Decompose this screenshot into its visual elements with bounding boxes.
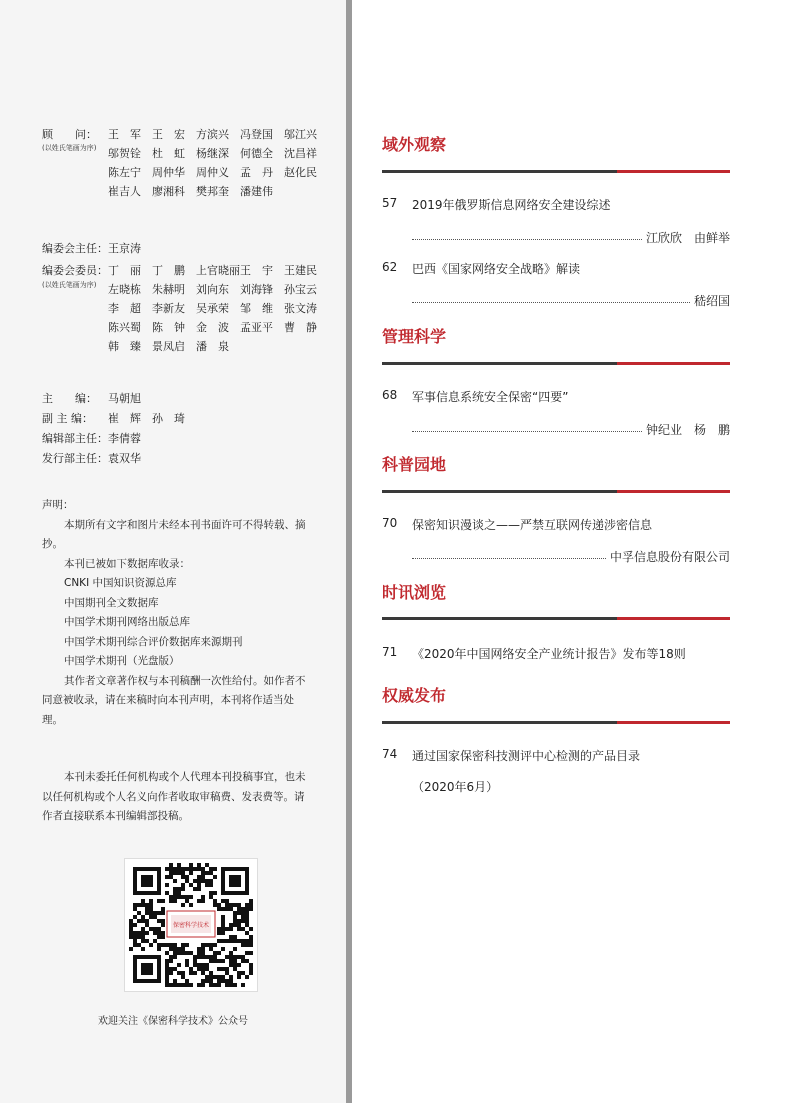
qr-code [124,858,258,992]
statement-heading: 声明： [42,499,74,511]
toc-section-title: 域外观察 [382,135,447,154]
toc-section-title: 管理科学 [382,327,447,346]
distribution-director-label: 发行部主任： [42,452,108,465]
toc-author-line [412,421,730,437]
advisor-name: 王 宏 [152,128,185,141]
copyright-statement [42,496,312,730]
section-rule [382,490,730,493]
board-member-name: 朱赫明 [152,283,185,296]
board-member-name: 陈兴蜀 [108,321,141,334]
database-item: 中国学术期刊综合评价数据库来源期刊 [64,635,243,648]
board-member-name: 王 宇 [240,264,273,277]
advisor-name: 沈昌祥 [284,147,317,160]
advisors-order-note: (以姓氏笔画为序) [42,144,97,152]
qr-center-logo: 保密科学技术 [172,922,210,929]
toc-article-title[interactable]: 巴西《国家网络安全战略》解读 [412,262,581,276]
distribution-director-name: 袁双华 [108,452,141,465]
advisor-name: 冯登国 [240,128,273,141]
section-rule [382,721,730,724]
toc-article-title[interactable]: 军事信息系统安全保密“四要” [412,390,569,404]
toc-section-title: 时讯浏览 [382,583,447,602]
board-member-name: 景凤启 [152,340,185,353]
advisor-name: 樊邦奎 [196,185,229,198]
toc-page-number: 62 [382,260,398,274]
toc-article-title[interactable]: 通过国家保密科技测评中心检测的产品目录 [412,749,641,763]
toc-author-line [412,292,730,308]
board-member-name: 韩 臻 [108,340,141,353]
toc-article-title[interactable]: 《2020年中国网络安全产业统计报告》发布等18则 [412,647,686,661]
toc-page-number: 57 [382,196,398,210]
deputy-editor-names: 崔 辉 孙 琦 [108,412,185,425]
board-members-order-note: (以姓氏笔画为序) [42,281,97,289]
database-item: 中国学术期刊网络出版总库 [64,616,190,628]
advisors-label: 顾 问： [42,128,97,141]
editorial-director-name: 李倩蓉 [108,432,141,445]
board-member-name: 陈 钟 [152,321,185,334]
toc-page-number: 70 [382,516,398,530]
board-member-name: 吴承荣 [196,302,229,315]
board-member-name: 李 超 [108,302,141,315]
toc-page-number: 68 [382,388,398,402]
advisor-name: 潘建伟 [240,185,273,198]
advisor-name: 杜 虹 [152,147,185,160]
board-member-name: 丁 丽 [108,264,141,277]
advisor-name: 陈左宁 [108,166,141,179]
toc-article-subtitle: （2020年6月） [412,780,499,794]
editor-in-chief-label: 主 编： [42,392,97,405]
toc-authors: 江欣欣 由鲜举 [643,229,730,246]
advisor-name: 方滨兴 [196,128,229,141]
board-member-name: 孙宝云 [284,283,317,296]
database-item: CNKI 中国知识资源总库 [64,577,177,589]
statement-paragraph: 本刊已被如下数据库收录： [64,557,190,570]
statement-paragraph: 本期所有文字和图片未经本刊书面许可不得转载、摘抄。 [42,518,306,550]
toc-authors: 嵇绍国 [691,292,730,309]
board-member-name: 曹 静 [284,321,317,334]
submission-notice [42,768,312,827]
board-member-name: 金 波 [196,321,229,334]
board-member-name: 李新友 [152,302,185,315]
advisor-name: 何德全 [240,147,273,160]
advisor-name: 廖湘科 [152,185,185,198]
advisor-name: 崔吉人 [108,185,141,198]
section-rule [382,170,730,173]
section-rule [382,362,730,365]
board-member-name: 孟亚平 [240,321,273,334]
board-member-name: 王建民 [284,264,317,277]
statement-paragraph: 其作者文章著作权与本刊稿酬一次性给付。如作者不同意被收录，请在来稿时向本刊声明，本刊将作适当处理。 [42,674,306,726]
toc-author-line [412,548,730,564]
advisor-name: 杨继深 [196,147,229,160]
board-members-label: 编委会委员： [42,264,108,277]
board-director-label: 编委会主任： [42,242,108,255]
table-of-contents [352,0,808,1103]
board-member-name: 左晓栋 [108,283,141,296]
board-member-name: 刘向东 [196,283,229,296]
board-member-name: 潘 泉 [196,340,229,353]
qr-caption: 欢迎关注《保密科学技术》公众号 [98,1016,248,1027]
toc-author-line [412,229,730,245]
advisor-name: 孟 丹 [240,166,273,179]
editor-in-chief-name: 马朝旭 [108,392,141,405]
board-member-name: 张文涛 [284,302,317,315]
board-member-name: 刘海锋 [240,283,273,296]
toc-section-title: 权威发布 [382,686,447,705]
advisor-name: 周仲义 [196,166,229,179]
toc-section-title: 科普园地 [382,455,447,474]
masthead-panel [0,0,346,1103]
toc-authors: 中孚信息股份有限公司 [607,548,730,565]
toc-page-number: 71 [382,645,398,659]
board-member-name: 邹 维 [240,302,273,315]
deputy-editor-label: 副 主 编： [42,412,93,425]
toc-page-number: 74 [382,747,398,761]
board-director-name: 王京涛 [108,242,141,255]
advisor-name: 王 军 [108,128,141,141]
database-item: 中国期刊全文数据库 [64,596,159,609]
toc-authors: 钟纪业 杨 鹏 [643,421,730,438]
section-rule [382,617,730,620]
advisor-name: 赵化民 [284,166,317,179]
toc-article-title[interactable]: 2019年俄罗斯信息网络安全建设综述 [412,198,611,212]
statement-paragraph: 本刊未委托任何机构或个人代理本刊投稿事宜，也未以任何机构或个人名义向作者收取审稿费、发表费等。请作者直接联系本刊编辑部投稿。 [42,771,306,822]
board-member-name: 丁 鹏 [152,264,185,277]
advisor-name: 邬江兴 [284,128,317,141]
board-member-name: 上官晓丽 [196,264,240,277]
advisor-name: 周仲华 [152,166,185,179]
advisor-name: 邬贺铨 [108,147,141,160]
database-item: 中国学术期刊（光盘版） [64,655,180,667]
qr-code-image [125,859,257,991]
toc-article-title[interactable]: 保密知识漫谈之——严禁互联网传递涉密信息 [412,518,653,532]
editorial-director-label: 编辑部主任： [42,432,108,445]
